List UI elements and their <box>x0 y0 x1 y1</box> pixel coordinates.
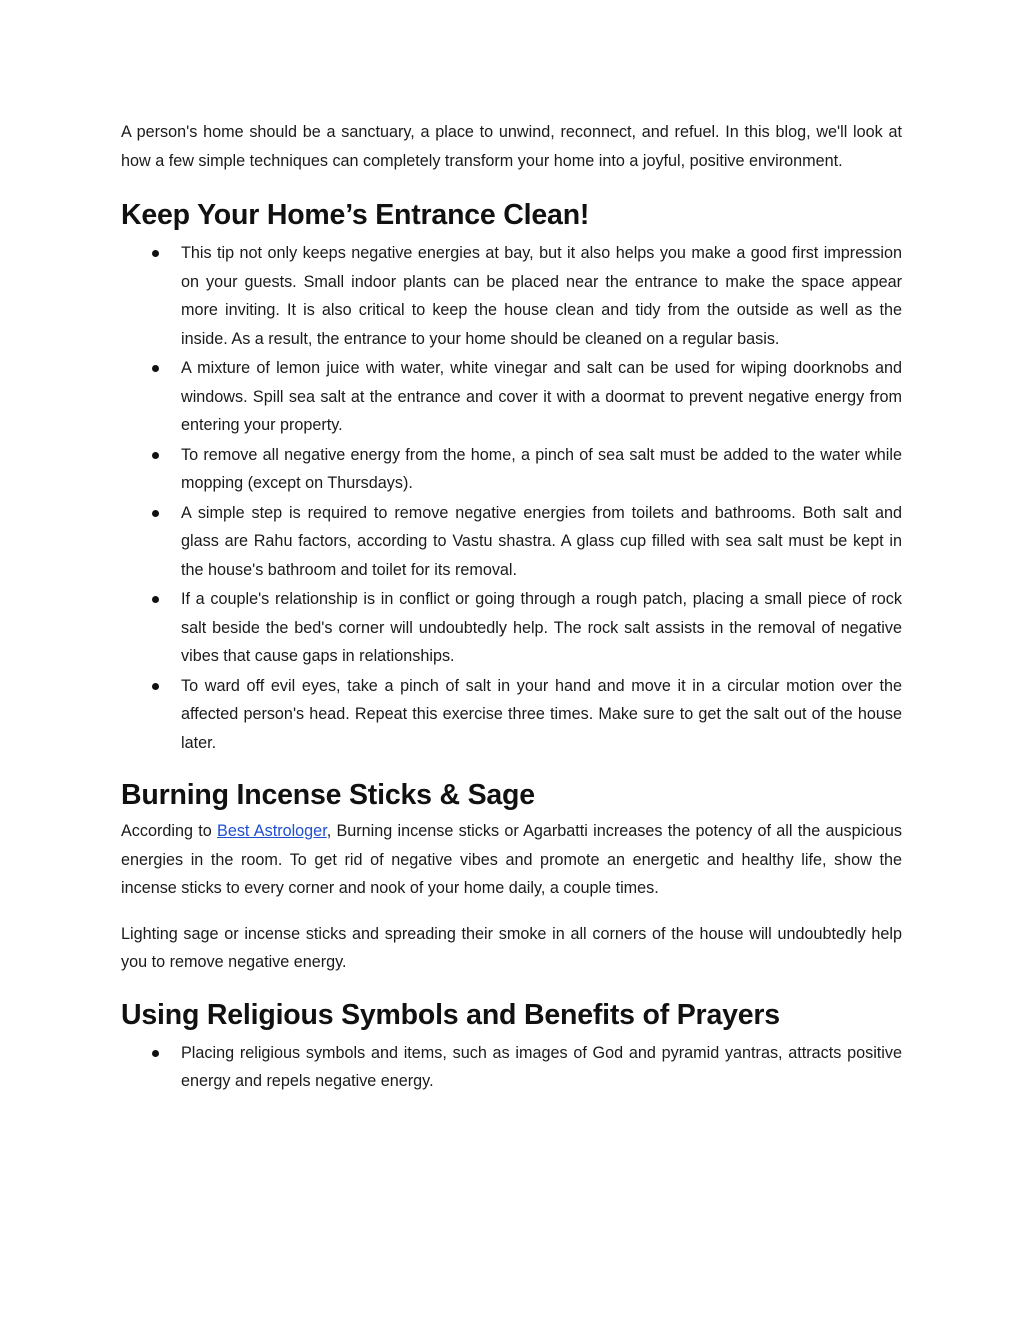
list-item-text: If a couple's relationship is in conflict or going through a rough patch, placing a small piece of rock salt beside the bed's corner will undoubtedly help. The rock salt assists in the removal of negative vibes that cause gaps in relationships. <box>181 590 902 665</box>
religious-heading: Using Religious Symbols and Benefits of Prayers <box>121 998 780 1031</box>
list-item-text: This tip not only keeps negative energies at bay, but it also helps you make a good first impression on your guests. Small indoor plants can be placed near the entrance to make the space appear more inviting. It is also critical to keep the house clean and tidy from the outside as well as the inside. As a result, the entrance to your home should be cleaned on a regular basis. <box>181 244 902 348</box>
incense-text-rest: , Burning incense sticks or Agarbatti increases the potency of all the auspicious energies in the room. To get rid of negative vibes and promote an energetic and healthy life, show the incense sticks to every corner and nook of your home daily, a couple times. <box>121 822 902 897</box>
bullet-icon <box>152 250 159 257</box>
list-item <box>121 672 902 758</box>
list-item <box>121 585 902 671</box>
incense-text-start: According to <box>121 822 218 840</box>
list-item <box>121 354 902 440</box>
entrance-tips-list <box>121 239 902 757</box>
list-item <box>121 1039 902 1096</box>
list-item <box>121 239 902 353</box>
bullet-icon <box>152 452 159 459</box>
list-item-text: To remove all negative energy from the home, a pinch of sea salt must be added to the water while mopping (except on Thursdays). <box>181 445 902 492</box>
religious-tips-list <box>121 1039 902 1096</box>
list-item-text: A mixture of lemon juice with water, white vinegar and salt can be used for wiping doorknobs and windows. Spill sea salt at the entrance and cover it with a doormat to prevent negative energy from entering your property. <box>181 359 902 434</box>
incense-heading: Burning Incense Sticks & Sage <box>121 779 535 811</box>
bullet-icon <box>152 683 159 690</box>
list-item-text: To ward off evil eyes, take a pinch of salt in your hand and move it in a circular motion over the affected person's head. Repeat this exercise three times. Make sure to get the salt out of the house later. <box>181 676 902 752</box>
bullet-icon <box>152 365 159 372</box>
entrance-heading: Keep Your Home’s Entrance Clean! <box>121 199 590 231</box>
bullet-icon <box>152 510 159 517</box>
sage-paragraph: Lighting sage or incense sticks and spreading their smoke in all corners of the house will undoubtedly help you to remove negative energy. <box>121 924 902 971</box>
bullet-icon <box>152 1050 159 1057</box>
list-item <box>121 499 902 585</box>
intro-paragraph: A person's home should be a sanctuary, a place to unwind, reconnect, and refuel. In this blog, we'll look at how a few simple techniques can completely transform your home into a joyful, positive environment. <box>121 123 902 170</box>
incense-paragraph <box>121 817 902 903</box>
bullet-icon <box>152 596 159 603</box>
list-item-text: A simple step is required to remove negative energies from toilets and bathrooms. Both salt and glass are Rahu factors, according to Vastu shastra. A glass cup filled with sea salt must be kept in the house's bathroom and toilet for its removal. <box>181 503 902 579</box>
list-item <box>121 441 902 498</box>
best-astrologer-link[interactable]: Best Astrologer <box>217 822 327 840</box>
document-page <box>121 118 902 1097</box>
list-item-text: Placing religious symbols and items, such as images of God and pyramid yantras, attracts positive energy and repels negative energy. <box>181 1043 902 1090</box>
